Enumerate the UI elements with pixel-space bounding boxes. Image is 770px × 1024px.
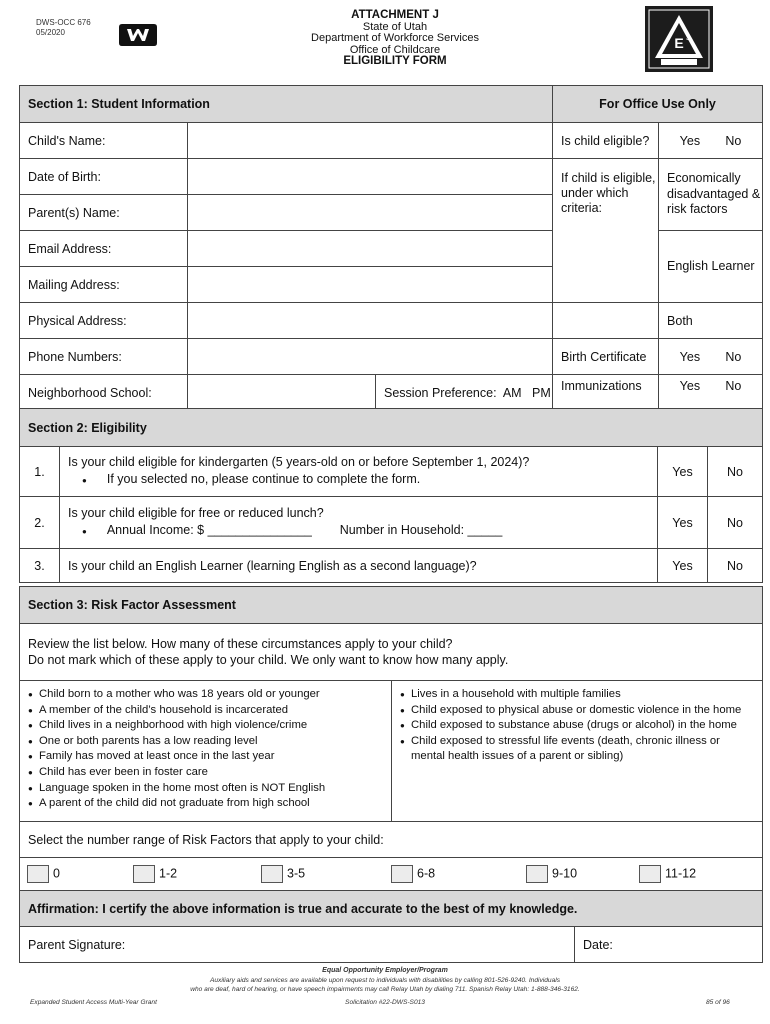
range-option-11-12[interactable] [639,865,696,883]
criteria-economically-disadvantaged[interactable]: Economically disadvantaged & risk factors [659,159,763,231]
mailing-address-field[interactable] [188,267,553,303]
list-item: ● Child exposed to physical abuse or domestic violence in the home [411,703,756,719]
criteria-label: If child is eligible, under which criteria: [553,159,659,303]
section1-table [19,85,763,412]
q1-no[interactable]: No [708,447,763,497]
q1-text: Is your child eligible for kindergarten (5 years-old on or before September 1, 2024)? [68,455,530,469]
q3-text: Is your child an English Learner (learning English as a second language)? [60,549,658,583]
session-preference[interactable]: Session Preference: AM PM [376,375,553,412]
checkbox[interactable] [261,865,283,883]
birth-certificate-label: Birth Certificate [553,339,659,375]
household-number-field[interactable]: Number in Household: _____ [339,523,503,537]
birth-cert-no[interactable]: No [725,349,742,364]
form-code [36,18,91,38]
signature-date-field[interactable]: Date: [575,927,763,963]
mailing-address-label: Mailing Address: [20,267,188,303]
q1-yes[interactable]: Yes [658,447,708,497]
annual-income-field[interactable]: Annual Income: $ _______________ [106,523,312,537]
immunizations-yes[interactable]: Yes [679,379,701,393]
solicitation-number: Solicitation #22-DWS-S013 [345,999,425,1006]
grant-name: Expanded Student Access Multi-Year Grant [30,999,157,1006]
physical-address-field[interactable] [188,303,553,339]
checkbox[interactable] [391,865,413,883]
range-label: 3-5 [287,866,306,881]
range-label: 0 [53,866,60,881]
e3-education-logo-icon [645,6,713,72]
list-item: ● Child exposed to substance abuse (drugs or alcohol) in the home [411,718,756,734]
page-number: 85 of 96 [706,999,730,1006]
email-address-label: Email Address: [20,231,188,267]
risk-factors-right-list [400,687,756,765]
criteria-english-learner[interactable]: English Learner [659,231,763,303]
list-item: ● Language spoken in the home most often is NOT English [39,781,391,797]
is-child-eligible-label: Is child eligible? [553,123,659,159]
range-option-3-5[interactable] [261,865,305,883]
header-department: Department of Workforce Services [311,32,479,44]
footer-line1: Auxiliary aids and services are available upon request to individuals with disabilities by calling 801-526-9240. Individuals [209,976,561,984]
parents-name-label: Parent(s) Name: [20,195,188,231]
affirmation-table [19,890,763,963]
q1-number: 1. [20,447,60,497]
checkbox[interactable] [27,865,49,883]
criteria-both[interactable]: Both [659,303,763,339]
list-item: ● Child exposed to stressful life events (death, chronic illness or mental health issues of a parent or sibling) [411,734,756,765]
email-address-field[interactable] [188,231,553,267]
range-label: 6-8 [417,866,436,881]
list-item: ● A parent of the child did not graduate from high school [39,796,391,812]
attachment-title: ATTACHMENT J [351,9,439,21]
range-label: 11-12 [665,866,697,881]
q2-text: Is your child eligible for free or reduced lunch? [68,506,324,520]
parent-signature-field[interactable]: Parent Signature: [20,927,575,963]
date-of-birth-label: Date of Birth: [20,159,188,195]
q1-subtext: If you selected no, please continue to complete the form. [106,472,421,486]
select-range-label: Select the number range of Risk Factors that apply to your child: [20,822,763,858]
range-label: 9-10 [552,866,578,881]
physical-address-label: Physical Address: [20,303,188,339]
range-option-9-10[interactable] [526,865,577,883]
childs-name-label: Child's Name: [20,123,188,159]
form-title: ELIGIBILITY FORM [343,55,447,67]
eeo-statement: Equal Opportunity Employer/Program [322,967,448,974]
office-use-title: For Office Use Only [553,86,763,123]
dws-logo-icon [118,22,158,48]
risk-factors-left-list [28,687,391,812]
affirmation-title: Affirmation: I certify the above information is true and accurate to the best of my knowledge. [20,891,763,927]
review-instructions-line2: Do not mark which of these apply to your child. We only want to know how many apply. [28,653,509,667]
list-item: ● A member of the child’s household is incarcerated [39,703,391,719]
list-item: ● Lives in a household with multiple families [411,687,756,703]
footer-line2: who are deaf, hard of hearing, or have speech impairments may call Relay Utah by dialing 711. Spanish Relay Utah: 1-888-346-3162. [190,986,580,993]
list-item: ● One or both parents has a low reading level [39,734,391,750]
immunizations-label: Immunizations [553,375,659,412]
q2-yes[interactable]: Yes [658,497,708,549]
phone-numbers-label: Phone Numbers: [20,339,188,375]
date-of-birth-field[interactable] [188,159,553,195]
eligible-yes[interactable]: Yes [679,133,701,148]
svg-text:3: 3 [686,35,690,42]
phone-numbers-field[interactable] [188,339,553,375]
form-date: 05/2020 [36,28,65,37]
header-state: State of Utah [362,20,428,33]
neighborhood-school-label: Neighborhood School: [20,375,188,412]
section3-table [19,586,763,892]
q3-no[interactable]: No [708,549,763,583]
range-label: 1-2 [159,866,178,881]
q3-yes[interactable]: Yes [658,549,708,583]
birth-cert-yes[interactable]: Yes [679,349,701,364]
immunizations-no[interactable]: No [725,379,742,393]
childs-name-field[interactable] [188,123,553,159]
list-item: ● Child born to a mother who was 18 years old or younger [39,687,391,703]
list-item: ● Child lives in a neighborhood with high violence/crime [39,718,391,734]
parents-name-field[interactable] [188,195,553,231]
footer-notice [0,966,770,995]
section2-table: Section 2: Eligibility 1. Is your child eligible for kindergarten (5 years-old on or before September 1, 2024)? ● If you selected no, please continue to complete the form. Yes No 2. Is your child eligible for free or reduced lunch? ● Annual Income: $ _______________ Number in Household: _____ Yes No 3. Is your child an English Learner (learning English as a second language)? Yes No [19,408,763,583]
checkbox[interactable] [639,865,661,883]
neighborhood-school-field[interactable] [188,375,376,412]
list-item: ● Child has ever been in foster care [39,765,391,781]
range-option-6-8[interactable] [391,865,435,883]
q2-no[interactable]: No [708,497,763,549]
section3-title: Section 3: Risk Factor Assessment [20,587,763,624]
q3-number: 3. [20,549,60,583]
eligible-no[interactable]: No [725,133,742,148]
svg-text:E: E [674,35,684,51]
section1-title: Section 1: Student Information [20,86,553,123]
header-office: Office of Childcare [349,43,441,56]
range-option-0[interactable] [27,865,60,883]
document-header [250,10,540,68]
checkbox[interactable] [526,865,548,883]
section2-title: Section 2: Eligibility [20,409,763,447]
checkbox[interactable] [133,865,155,883]
form-number: DWS-OCC 676 [36,18,91,27]
range-option-1-2[interactable] [133,865,177,883]
list-item: ● Family has moved at least once in the last year [39,749,391,765]
review-instructions-line1: Review the list below. How many of these circumstances apply to your child? [28,637,453,651]
q2-number: 2. [20,497,60,549]
